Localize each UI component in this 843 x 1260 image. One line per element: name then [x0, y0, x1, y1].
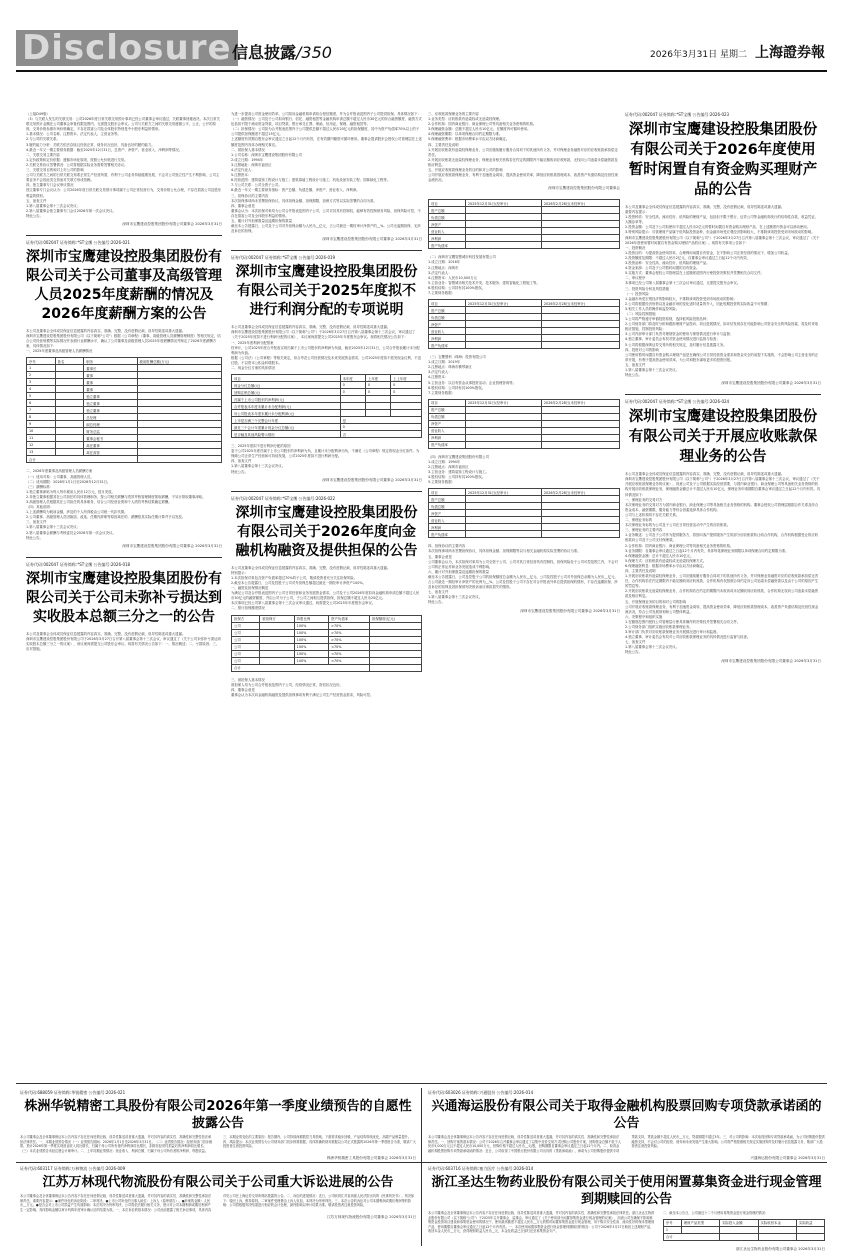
body-text: 本公司及董事会全体成员保证信息披露的内容真实、准确、完整，没有虚假记载、误导性陈述或重大遗漏。 深圳市宝鹰建设控股集团股份有限公司（以下简称"公司"）于2026年3月27日召开第八届董事会第十三次会议，审议通过了《关于2025年度拟不进行利润分配的议案》，本议案尚需提交公司2025年年度股东会审议。现将相关情况公告如下： 一、2025年度利润分配预案 经审计，公司2025年度合并报表实现归属于上市公司股东的净利润为负值，截至2025年12月31日，公司合并报表累计未分配利润为负值。 根据《公司法》《公司章程》等相关规定，综合考虑公司经营情况及未来发展资金需求，公司2025年度拟不派发现金红利，不送红股，不以资本公积金转增股本。 二、现金分红方案的具体情况 — [231, 325, 422, 370]
stock-line: 证券代码:002047 证券简称:*ST宝鹰 公告编号:2026-021 — [26, 239, 131, 245]
announcement-title: 深圳市宝鹰建设控股集团股份有限公司关于2026年度向金融机构融资及提供担保的公告 — [235, 504, 418, 559]
body-text: （四）深圳市宝鹰建设集团股份有限公司 1.成立日期：1994年 2.注册地点：深圳市福田区 3.主营业务：建筑装饰工程设计与施工。 4.股权结构：公司持有其100%股权。 5.主要财务数据： — [428, 454, 490, 485]
stock-line: 证券代码:688059 证券简称:华锐精密 公告编号:2026-021 — [20, 1090, 126, 1095]
stock-line: 证券代码:603026 证券简称:兴通股份 公告编号:2026-014 — [428, 1090, 534, 1095]
body-text: 三、被担保人基本情况 被担保人均为公司合并报表范围内子公司，经营情况正常，资信状况良好。 四、董事会意见 董事会认为本次向金融机构融资及提供担保事项有利于满足公司生产经营资金需求，风险可控。 — [231, 677, 374, 697]
body-text: 为进一步提高公司资金使用效率，公司拟向金融机构申请综合授信额度，并为合并报表范围内子公司提供担保。具体情况如下： （一）融资情况：公司及子公司拟向银行、信托、融资租赁等金融机构申请总额不超过人民币30亿元的综合融资额度，融资方式包括但不限于流动资金贷款、项目贷款、银行承兑汇票、保函、信用证、保理、融资租赁等。 （二）担保情况：公司拟为合并报表范围内子公司提供总额不超过人民币20亿元的担保额度，其中为资产负债率70%以上的子公司提供担保额度不超过15亿元。 上述额度有效期自股东会审议通过之日起12个月内有效，在有效期内额度可循环使用。董事会提请股东会授权公司管理层在上述额度范围内具体办理相关事宜。 二、被担保人基本情况 1.公司名称：深圳市宝鹰建设集团股份有限公司 2.成立日期：1994年 3.注册地址：深圳市福田区 4.法定代表人： 5.注册资本： 6.经营范围：建筑装饰工程设计与施工；建筑幕墙工程设计与施工；机电设备安装工程；园林绿化工程等。 7.与公司关系：公司全资子公司。 8.最近一年又一期主要财务指标：资产总额、负债总额、净资产、营业收入、净利润。 三、担保协议的主要内容 本次担保事项尚未签署担保协议，具体担保金额、担保期限、担保方式等以实际签署的合同为准。 四、董事会意见 董事会认为：本次担保对象均为公司合并报表范围内子公司，公司对其具有控制权，能够有效控制财务风险，担保风险可控，不存在损害公司及全体股东利益的情形。 五、累计对外担保数量及逾期担保的数量 截至本公告披露日，公司及子公司对外担保余额为人民币__亿元，占公司最近一期经审计净资产的__%。公司无逾期担保、无涉及诉讼的担保。 — [231, 112, 422, 234]
body-text: 本公司及董事会全体成员保证信息披露的内容真实、准确、完整，没有虚假记载、误导性陈述或重大遗漏。 深圳市宝鹰建设控股集团股份有限公司（以下简称"公司"）根据《公司章程》《董事、高级管理人员薪酬管理制度》等相关规定，结合公司经营规模等实际情况并参照行业薪酬水平，确认了公司董事及高级管理人员2025年度薪酬情况并制定了2026年度薪酬方案，具体情况如下： 一、2025年度董事及高级管理人员薪酬情况 — [26, 328, 221, 354]
body-text: 三、2025年度拟不进行利润分配的原因 鉴于公司2025年度归属于上市公司股东的净利润为负，且累计未分配利润为负，不满足《公司章程》规定的现金分红条件。为保障公司正常生产经营和可持续发展，公司2025年度拟不进行利润分配。 四、备查文件 1.第八届董事会第十三次会议决议。 特此公告。 — [231, 444, 420, 474]
body-text: 本公司董事会及全体董事保证本公告内容不存在任何虚假记载、误导性陈述或者重大遗漏，并对其内容的真实性、准确性和完整性承担法律责任。重要内容提示：●案件所处的诉讼阶段：二审判决。●上市公司所处的当事人地位：上诉人（原审被告）。●涉案的金额：人民币__万元。●是否会对上市公司损益产生负面影响：本次判决为终审判决，公司将依法履行相关义务，预计对公司本期利润或期后利润产生一定影响，具体影响金额以审计机构年度审计确认后的结果为准。一、本次诉讼的基本情况：公司此前披露了相关诉讼事项，具体内容详见公司在上海证券交易所网站披露的公告。二、诉讼的进展情况：近日，公司收到江苏省高级人民法院出具的《民事判决书》，判决如下：驳回上诉，维持原判。二审案件受理费由上诉人负担。本判决为终审判决。三、本次公告的诉讼对公司本期利润或期后利润等的影响：公司将根据判决结果进行相应的会计处理，最终影响以审计结果为准。敬请投资者注意投资风险。 — [20, 1194, 415, 1212]
body-text: 二、截至本公告日，公司最近十二个月使用募集资金进行现金管理的情况： — [662, 1211, 769, 1215]
signature: 深圳市宝鹰建设控股集团股份有限公司董事会 2026年3月31日 — [122, 543, 222, 548]
body-text: 本公司董事会及全体董事保证本公告内容不存在任何虚假记载、误导性陈述或者重大遗漏，并对其内容的真实性、准确性和完整性承担法律责任。浙江圣达生物药业股份有限公司（以下简称"公司"）于2025年召开董事会、监事会，审议通过了《关于使用部分闲置募集资金进行现金管理的议案》，同意公司在确保不影响募集资金投资项目建设和募集资金使用的情况下，使用最高额度不超过人民币__万元的暂时闲置募集资金进行现金管理，用于购买安全性高、流动性好的保本型理财产品，使用期限自董事会审议通过之日起12个月内有效。一、本次使用闲置募集资金进行现金管理到期赎回的情况：公司于2026年3月27日赎回上述理财产品，收回本金人民币__万元，获得理财收益人民币__元，本金及收益已全部归还至募集资金专户。 — [428, 1211, 655, 1234]
header-rule — [16, 70, 827, 72]
column-1 — [26, 112, 222, 1242]
body-text: 本公司董事会及全体董事保证本公告内容不存在任何虚假记载、误导性陈述或者重大遗漏，并对其内容的真实性、准确性和完整性承担法律责任。一、回购方案的基本情况：公司于2026年召开董事会审议通过了以集中竞价交易方式回购公司股份方案，回购资金总额不低于人民币5,000万元且不超过人民币10,000万元，回购价格不超过人民币__元/股，回购期限自董事会审议通过之日起12个月内。二、取得金融机构股票回购专项贷款承诺函的情况：近日，公司取得了中国银行股份有限公司出具的《贷款承诺函》，承诺为公司回购股份提供专项贷款支持，贷款金额不超过人民币__万元，贷款期限不超过3年。三、对公司的影响：本次取得回购专项贷款承诺函，为公司回购股份提供融资支持，不会对公司的经营、财务和未来发展产生重大影响。公司将严格按照相关规定实施回购并及时履行信息披露义务，敬请广大投资者注意投资风险。 — [428, 1135, 825, 1153]
stock-line: 证券代码:603117 证券简称:万林物流 公告编号:2026-009 — [20, 1166, 126, 1171]
signature: 深圳市宝鹰建设控股集团股份有限公司董事会 2026年3月31日 — [520, 608, 620, 613]
financial-table: 项目 2025年12月31日(经审计) 2026年2月28日(未经审计) 资产总额 负债总额 净资产 营业收入 净利润 资产负债率 — [428, 488, 620, 538]
column-3 — [428, 112, 620, 1242]
separator — [231, 491, 422, 492]
masthead — [650, 42, 825, 62]
b4-right — [663, 1211, 825, 1260]
column-2 — [231, 112, 422, 1242]
body-text: 三、应收账款保理业务的主要内容 1.业务类型：应收账款有追索权或无追索权保理。 2.合作机构：国内商业银行、商业保理公司等具备相关业务资格的机构。 3.保理融资金额：总额不超过人民币10亿元，在额度内可循环使用。 4.保理融资期限：以单项保理合同约定期限为准。 5.保理融资费率：根据市场费率水平由双方协商确定。 四、主要责任及说明 1.开展应收账款有追索权保理业务，公司应继续履行服务合同项下的其他所有义务，并对保理业务融资对应的应收账款承担偿还责任。 2.开展应收账款无追索权保理业务，保理业务相关机构若在约定的期限内不能足额收到应收账款，无权向公司追索未偿融资款及相应利息。 五、开展应收账款保理业务的目的和对公司的影响 公司开展应收账款保理业务，有利于加速资金周转，提高资金使用效率，降低应收账款管理成本，改善资产负债结构及经营性现金流状况。 — [428, 112, 618, 183]
section-name: 信息披露 — [232, 43, 297, 62]
issue-date: 2026年3月31日 星期二 — [650, 50, 747, 60]
announcement-title: 深圳市宝鹰建设控股集团股份有限公司关于开展应收账款保理业务的公告 — [628, 409, 818, 466]
brand-logo: Disclosure — [16, 30, 238, 66]
signature: 江苏万林现代物流股份有限公司董事会 2026年3月31日 — [326, 1215, 416, 1220]
signature: 深圳市宝鹰建设控股集团股份有限公司董事会 2026年3月31日 — [721, 381, 821, 386]
stock-line: 证券代码:002047 证券简称:*ST宝鹰 公告编号:2026-018 — [26, 561, 131, 567]
page-header — [0, 0, 843, 70]
announcement-b1 — [20, 1090, 416, 1160]
body-text: 四、担保协议的主要内容 本次担保事项尚未签署担保协议，具体担保金额、担保期限等以与相关金融机构实际签署的协议为准。 五、董事会意见 公司董事会认为，本次担保对象均为公司全资子公司，公司对其日常经营具有控制权，担保风险处于公司可控范围之内，不会对公司的正常运作和业务发展造成不利影响。 六、累计对外担保数量及逾期担保的数量 截至本公告披露日，公司及控股子公司的担保额度总金额为人民币__亿元，公司及控股子公司对外担保总余额为人民币__亿元，占公司最近一期经审计净资产的比例为__%。公司及控股子公司不存在对合并报表外单位提供担保的情形，不存在逾期担保、涉及诉讼的担保及因担保被判决败诉而应承担损失的情形。 七、备查文件 1.第八届董事会第十三次会议决议。 特此公告。 — [428, 544, 618, 605]
salary-table: 序号 姓名 职务 税前报酬总额(万元) 1 董事长 2 董事 3 董事 4 董事 5 独立董事 6 独立董事 7 独立董事 8 总经理 9 副总经理 10 财务总监 11 董事会秘书 12 离任董事 13 离任高管 合计 — [26, 357, 222, 463]
signature: 株洲华锐精密工具股份有限公司董事会 2026年3月31日 — [326, 1156, 416, 1161]
signature: 深圳市宝鹰建设控股集团股份有限公司董事会 2026年3月31日 — [322, 237, 422, 242]
stock-line: 证券代码:002047 证券简称:*ST宝鹰 公告编号:2026-022 — [231, 495, 336, 501]
stock-line: 证券代码:002047 证券简称:*ST宝鹰 公告编号:2026-019 — [231, 255, 336, 261]
stock-line: 证券代码:002047 证券简称:*ST宝鹰 公告编号:2026-024 — [625, 399, 730, 405]
stock-line: 证券代码:603716 证券简称:塞力医疗 公告编号:2026-014 — [428, 1166, 534, 1171]
paper-name: 上海證券報 — [755, 45, 825, 61]
body-text: （二）深圳市宝鹰智慧城市科技发展有限公司 1.成立日期：2016年 2.注册地点：深圳市 3.法定代表人： 4.注册资本：人民币10,000万元 5.主营业务：智慧城市相关技术开发、技术服务；建筑智能化工程施工等。 6.股权结构：公司持有其100%股权。 7.主要财务数据： — [428, 255, 540, 295]
separator — [26, 235, 222, 236]
cash-mgmt-table: 序号 理财产品类型 实际投入金额 实际收回本金 实际收益 1 合计 — [663, 1219, 825, 1241]
dividend-table: 项目 本年度 上年度 上上年度 现金分红总额(元) 0 0 0 回购注销总额(元) 0 0 0 归属于上市公司股东的净利润(元) 合并报表本年度末累计未分配利润(元) 母公司报表本年度末累计未分配利润(元) 上市是否满三个完整会计年度 是 最近三个会计年度累计现金分红总额(元) 0 是否触及其他风险警示情形 否 — [231, 374, 422, 438]
announcement-title: 深圳市宝鹰建设控股集团股份有限公司关于2025年度拟不进行利润分配的专项说明 — [235, 264, 418, 319]
signature: 深圳市宝鹰建设控股集团股份有限公司董事会 2026年3月31日 — [721, 658, 821, 663]
announcement-b3 — [20, 1166, 416, 1248]
announcement-b4 — [428, 1166, 825, 1251]
body-text: 本公司及董事会全体成员保证信息披露的内容真实、准确、完整，没有虚假记载、误导性陈述或重大遗漏。 深圳市宝鹰建设控股集团股份有限公司于2026年3月27日召开第八届董事会第十三次会议，审议通过了《关于公司未弥补亏损达到实收股本总额三分之一的议案》，该议案尚需提交公司股东会审议。现将有关情况公告如下：一、情况概述；二、亏损原因；三、应对措施。 — [26, 631, 221, 652]
announcement-title: 深圳市宝鹰建设控股集团股份有限公司关于2026年度使用暂时闲置自有资金购买理财产品的公告 — [628, 122, 818, 198]
announcement-title: 兴通海运股份有限公司关于取得金融机构股票回购专项贷款承诺函的公告 — [431, 1099, 822, 1131]
body-text: 二、2026年度董事及高级管理人员薪酬方案 （一）适用对象：公司董事、高级管理人员。 （二）适用期限：2026年1月1日至2026年12月31日。 （三）薪酬标准： 1.独立董事津贴为每人每年税前人民币12万元，按月发放。 2.非独立董事根据其在公司担任的具体管理职务，按公司相关薪酬与绩效考核管理制度领取薪酬，不另行领取董事津贴。 3.高级管理人员根据其在公司担任的具体职务，结合公司经营业绩和个人绩效考核结果确定薪酬。 （四）其他说明： 1.上述薪酬均为税前金额，涉及的个人所得税由公司统一代扣代缴。 2.公司董事、高级管理人员因换届、改选、任期内辞职等原因离任的，薪酬按其实际任期计算并予以发放。 三、备查文件 1.第八届董事会第十三次会议决议； 2.第八届董事会薪酬与考核委员会2026年第一次会议决议。 特此公告。 — [26, 469, 206, 540]
announcement-title: 深圳市宝鹰建设控股集团股份有限公司关于公司董事及高级管理人员2025年度薪酬的情况及2026年度薪酬方案的公告 — [26, 248, 222, 322]
body-text: 本公司及董事会全体成员保证信息披露的内容真实、准确、完整，没有虚假记载、误导性陈述或重大遗漏。 深圳市宝鹰建设控股集团股份有限公司（以下简称"公司"）于2026年3月27日召开第八届董事会第十三次会议，审议通过了《关于开展应收账款保理业务的议案》，同意公司及子公司根据实际经营需要，与国内商业银行、商业保理公司等具备相关业务资格的机构开展应收账款保理业务，保理融资金额总计不超过人民币10亿元，保理业务申请期限自董事会审议通过之日起12个月内有效。具体情况如下： 一、保理业务的交易对方 本次保理业务的交易对方为国内商业银行、商业保理公司等具备相关业务资格的机构。董事会授权公司管理层根据合作关系及综合资金成本、融资期限、服务能力等综合因素选择具体合作机构。 公司与上述机构均不存在关联关系。 二、保理业务标的 本次保理业务标的为公司及子公司在日常经营活动中产生的应收账款。 三、保理业务的主要内容 1.业务概述：公司及子公司作为提供服务方，将因向客户提供服务产生的部分应收账款转让给合作机构，合作机构根据受让的应收账款向公司及子公司支付保理款。 2.合作机构：国内商业银行、商业保理公司等具备相关业务资格的机构。 3.业务期限：自董事会审议通过之日起12个月内有效，具体每笔保理业务期限以单项保理合同约定期限为准。 4.保理融资金额：总计不超过人民币10亿元。 5.保理方式：应收账款有追索权或无追索权保理方式。 6.保理融资利息：根据市场费率水平由双方协商确定。 四、主要责任及说明 1.开展应收账款有追索权保理业务，公司应继续履行服务合同项下的其他所有义务，并对保理业务融资对应的应收账款承担偿还责任，合作机构若在约定期限内不能足额收到应收账款，合作机构有权按照合同约定向公司追索未偿融资款以及由于公司的原因产生的罚息等。 2.开展应收账款无追索权保理业务，合作机构若在约定的期限内未收到或未足额收到应收账款，合作机构无权向公司追索未偿融资款及相应利息。 五、开展保理业务的目的和对公司的影响 公司开展应收账款保理业务，有利于加速资金周转，提高资金使用效率，降低应收账款管理成本，改善资产负债结构及经营性现金流状况，符合公司发展规划和公司整体利益。 六、决策程序和组织实施 1.在额度范围内授权公司管理层行使具体操作的决策权并签署相关合同文件。 2.公司财务部门组织实施应收账款保理业务。 3.审计部门负责对应收账款保理业务开展情况进行审计和监督。 4.独立董事、审计委员会有权对公司应收账款保理业务的具体情况进行监督与检查。 七、备查文件 1.第八届董事会第十三次会议决议。 特此公告。 — [625, 472, 821, 655]
section-title — [232, 40, 332, 63]
body-text: 本公司及董事会全体成员保证信息披露的内容真实、准确、完整，没有虚假记载、误导性陈述或重大遗漏。 特别提示： 1.本次担保对象包含资产负债率超过70%的子公司，敬请投资者充分关注担保风险。 2.截至本公告披露日，公司及控股子公司对外担保总额超过最近一期经审计净资产100%。 一、融资及担保情况概述 为满足公司及合并报表范围内子公司日常经营和业务发展资金需求，公司及子公司2026年度拟向金融机构申请总额不超过人民币30亿元的融资额度，并由公司为子公司、子公司之间相互提供担保，担保总额不超过人民币20亿元。 本次事项已经公司第八届董事会第十三次会议审议通过，尚需提交公司2025年年度股东会审议。 二、预计担保额度情况 — [231, 565, 420, 611]
stock-line: 证券代码:002047 证券简称:*ST宝鹰 公告编号:2026-023 — [625, 112, 730, 117]
separator — [231, 250, 422, 251]
separator — [625, 394, 821, 395]
signature: 深圳市宝鹰建设控股集团股份有限公司董事会 2026年3月31日 — [122, 221, 222, 226]
signature: 浙江圣达生物药业股份有限公司董事会 2026年3月31日 — [735, 1246, 825, 1251]
body-text: 本公司董事会及全体董事保证本公告内容不存在任何虚假记载、误导性陈述或者重大遗漏，并对其内容的真实性、准确性和完整性依法承担法律责任。一、本期业绩预告情况（一）业绩预告期间：2026年1月1日至2026年3月31日。（二）业绩预告情况：经财务部门初步测算，预计2026年第一季度实现营业收入同比增长，归属于母公司所有者的净利润同比增长，扣除非经常性损益后的净利润同比增长。（三）本次业绩预告未经注册会计师审计。二、上年同期业绩情况：营业收入、利润总额、归属于母公司所有者的净利润、每股收益。三、本期业绩变化的主要原因：报告期内，公司持续深耕数控刀具领域，下游需求稳步回暖，产品结构持续优化，高端产品销量提升。四、风险提示：本次业绩预告为公司财务部门初步核算数据，具体准确的财务数据以公司正式披露的2026年第一季度报告为准，敬请广大投资者注意投资风险。 — [20, 1135, 416, 1153]
b4-body — [428, 1211, 825, 1260]
announcement-title: 深圳市宝鹰建设控股集团股份有限公司关于公司未弥补亏损达到实收股本总额三分之一的公告 — [26, 570, 222, 625]
separator — [26, 557, 222, 558]
announcement-title: 株洲华锐精密工具股份有限公司2026年第一季度业绩预告的自愿性披露公告 — [24, 1099, 412, 1131]
announcement-title: 江苏万林现代物流股份有限公司关于公司重大诉讼进展的公告 — [42, 1175, 394, 1190]
signature: 兴通海运股份有限公司董事会 2026年3月31日 — [750, 1156, 825, 1161]
announcement-title: 浙江圣达生物药业股份有限公司关于使用闲置募集资金进行现金管理到期赎回的公告 — [431, 1175, 822, 1207]
body-text: 本公司及董事会全体成员保证信息披露的内容真实、准确、完整，没有虚假记载、误导性陈述或重大遗漏。 重要内容提示： 1.投资种类：安全性高、流动性好、低风险的理财产品，包括但不限于银行、证券公司等金融机构发行的结构性存款、收益凭证、大额存单等。 2.投资金额：公司及子公司拟使用不超过人民币2亿元的暂时闲置自有资金购买理财产品，在上述额度内资金可以滚动使用。 3.特别风险提示：尽管理财产品属于低风险投资品种，但金融市场受宏观经济影响较大，不排除该项投资受到市场波动的影响。 深圳市宝鹰建设控股集团股份有限公司（以下简称"公司"）于2026年3月27日召开第八届董事会第十三次会议，审议通过了《关于2026年度使用暂时闲置自有资金购买理财产品的议案》。现将有关事项公告如下： 一、投资概况 1.投资目的：为提高资金使用效率，合理利用闲置自有资金，在不影响公司正常经营的情况下，增加公司收益。 2.投资额度及期限：不超过人民币2亿元，自董事会审议通过之日起12个月内有效。 3.投资品种：安全性高、流动性好、低风险的理财产品。 4.资金来源：公司及子公司暂时闲置的自有资金。 5.实施方式：董事会授权公司管理层在上述额度范围内行使投资决策权并签署相关合同文件。 二、审议程序 本事项已经公司第八届董事会第十三次会议审议通过，无需提交股东会审议。 三、投资风险分析及风控措施 （一）投资风险 1.金融市场受宏观经济的影响较大，不排除该项投资受到市场波动的影响； 2.公司将根据经济形势以及金融市场的变化适时适量的介入，因此短期投资的实际收益不可预期； 3.相关工作人员的操作和监控风险。 （二）风险控制措施 1.公司将严格遵守审慎投资原则，选择低风险投资品种； 2.公司财务部门将及时分析和跟踪理财产品投向、项目进展情况，如评估发现存在可能影响公司资金安全的风险因素，将及时采取相应措施，控制投资风险； 3.公司内部审计部门负责对理财资金的使用与保管情况进行审计与监督； 4.独立董事、审计委员会有权对资金使用情况进行监督与检查； 5.公司将根据深圳证券交易所的相关规定，及时履行信息披露义务。 四、投资对公司的影响 公司使用暂时闲置自有资金购买理财产品是在确保公司日常经营资金需求和资金安全的前提下实施的，不会影响公司主营业务的正常开展，有利于提高资金使用效率，为公司和股东谋取更多的投资回报。 五、备查文件 1.第八届董事会第十三次会议决议。 特此公告。 — [625, 205, 820, 378]
financial-table: 项目 2025年12月31日(经审计) 2026年2月28日(未经审计) 资产总额 负债总额 净资产 营业收入 净利润 资产负债率 — [428, 299, 620, 349]
section-rule — [16, 1083, 827, 1084]
guarantee-table: 担保方 被担保方 持股比例 资产负债率 担保额度(亿元) 公司 100% >70% 公司 100% >70% 公司 100% >70% 公司 100% <70% 公司 100% <70% 公司 100% <70% 合计 — [231, 615, 422, 672]
body-text: （三）宝鹰慧科（珠海）投资有限公司 1.成立日期：2019年 2.注册地点：珠海市横琴新区 3.法定代表人： 4.注册资本： 5.主营业务：以自有资金从事投资活动；企业管理咨询等。 6.股权结构：公司持有其100%股权。 7.主要财务数据： — [428, 355, 516, 395]
signature: 深圳市宝鹰建设控股集团股份有限公司董事会 — [548, 186, 620, 191]
announcement-b2 — [428, 1090, 825, 1160]
page-number: /350 — [296, 43, 332, 62]
column-divider — [421, 1088, 422, 1246]
column-4 — [625, 112, 821, 1242]
financial-table: 项目 2025年12月31日(经审计) 2026年2月28日(未经审计) 资产总额 负债总额 净资产 营业收入 净利润 资产负债率 — [428, 399, 620, 449]
section-rule — [16, 1162, 827, 1163]
signature: 深圳市宝鹰建设控股集团股份有限公司董事会 2026年3月31日 — [322, 477, 422, 482]
body-text: （上接D49版） （3）与关联人发生的关联交易：公司2026年度日常关联交易预计事项已经公司董事会审议通过，关联董事回避表决。本次日常关联交易预计金额在公司董事会审批权限范围内，无需提交股东会审议。公司与关联方之间的关联交易遵循公平、公正、公开的原则，交易价格参照市场价格确定，不存在损害公司及全体股东特别是中小股东利益的情形。 1.基本情况：公司名称、注册资本、法定代表人、主营业务等。 2.与公司的关联关系。 3.履约能力分析：关联方依法存续且经营正常，财务状况良好，具备良好的履约能力。 4.最近一年又一期主要财务数据：截至2025年12月31日，总资产、净资产、营业收入、净利润等情况。 二、关联交易主要内容 1.定价政策和定价依据：遵循市场化原则，按照公允价格进行交易。 2.关联交易协议签署情况：公司将根据实际业务需要签署相关协议。 三、关联交易目的和对上市公司的影响 公司与关联方之间的日常关联交易系正常生产经营所需，有利于公司业务持续健康发展，不会对公司独立性产生不利影响，公司主要业务不会因此类交易而对关联方形成依赖。 四、独立董事专门会议审议情况 独立董事专门会议认为：公司2026年度日常关联交易预计事项属于公司正常经营行为，交易价格公允合理，不存在损害公司及股东利益的情形。 五、备查文件 1.第八届董事会第十三次会议决议； 2.第八届董事会独立董事专门会议2026年第一次会议决议。 特此公告。 — [26, 112, 222, 218]
financial-table: 项目 2025年12月31日(经审计) 2026年2月28日(未经审计) 资产总额 负债总额 净资产 营业收入 净利润 资产负债率 — [428, 199, 620, 249]
